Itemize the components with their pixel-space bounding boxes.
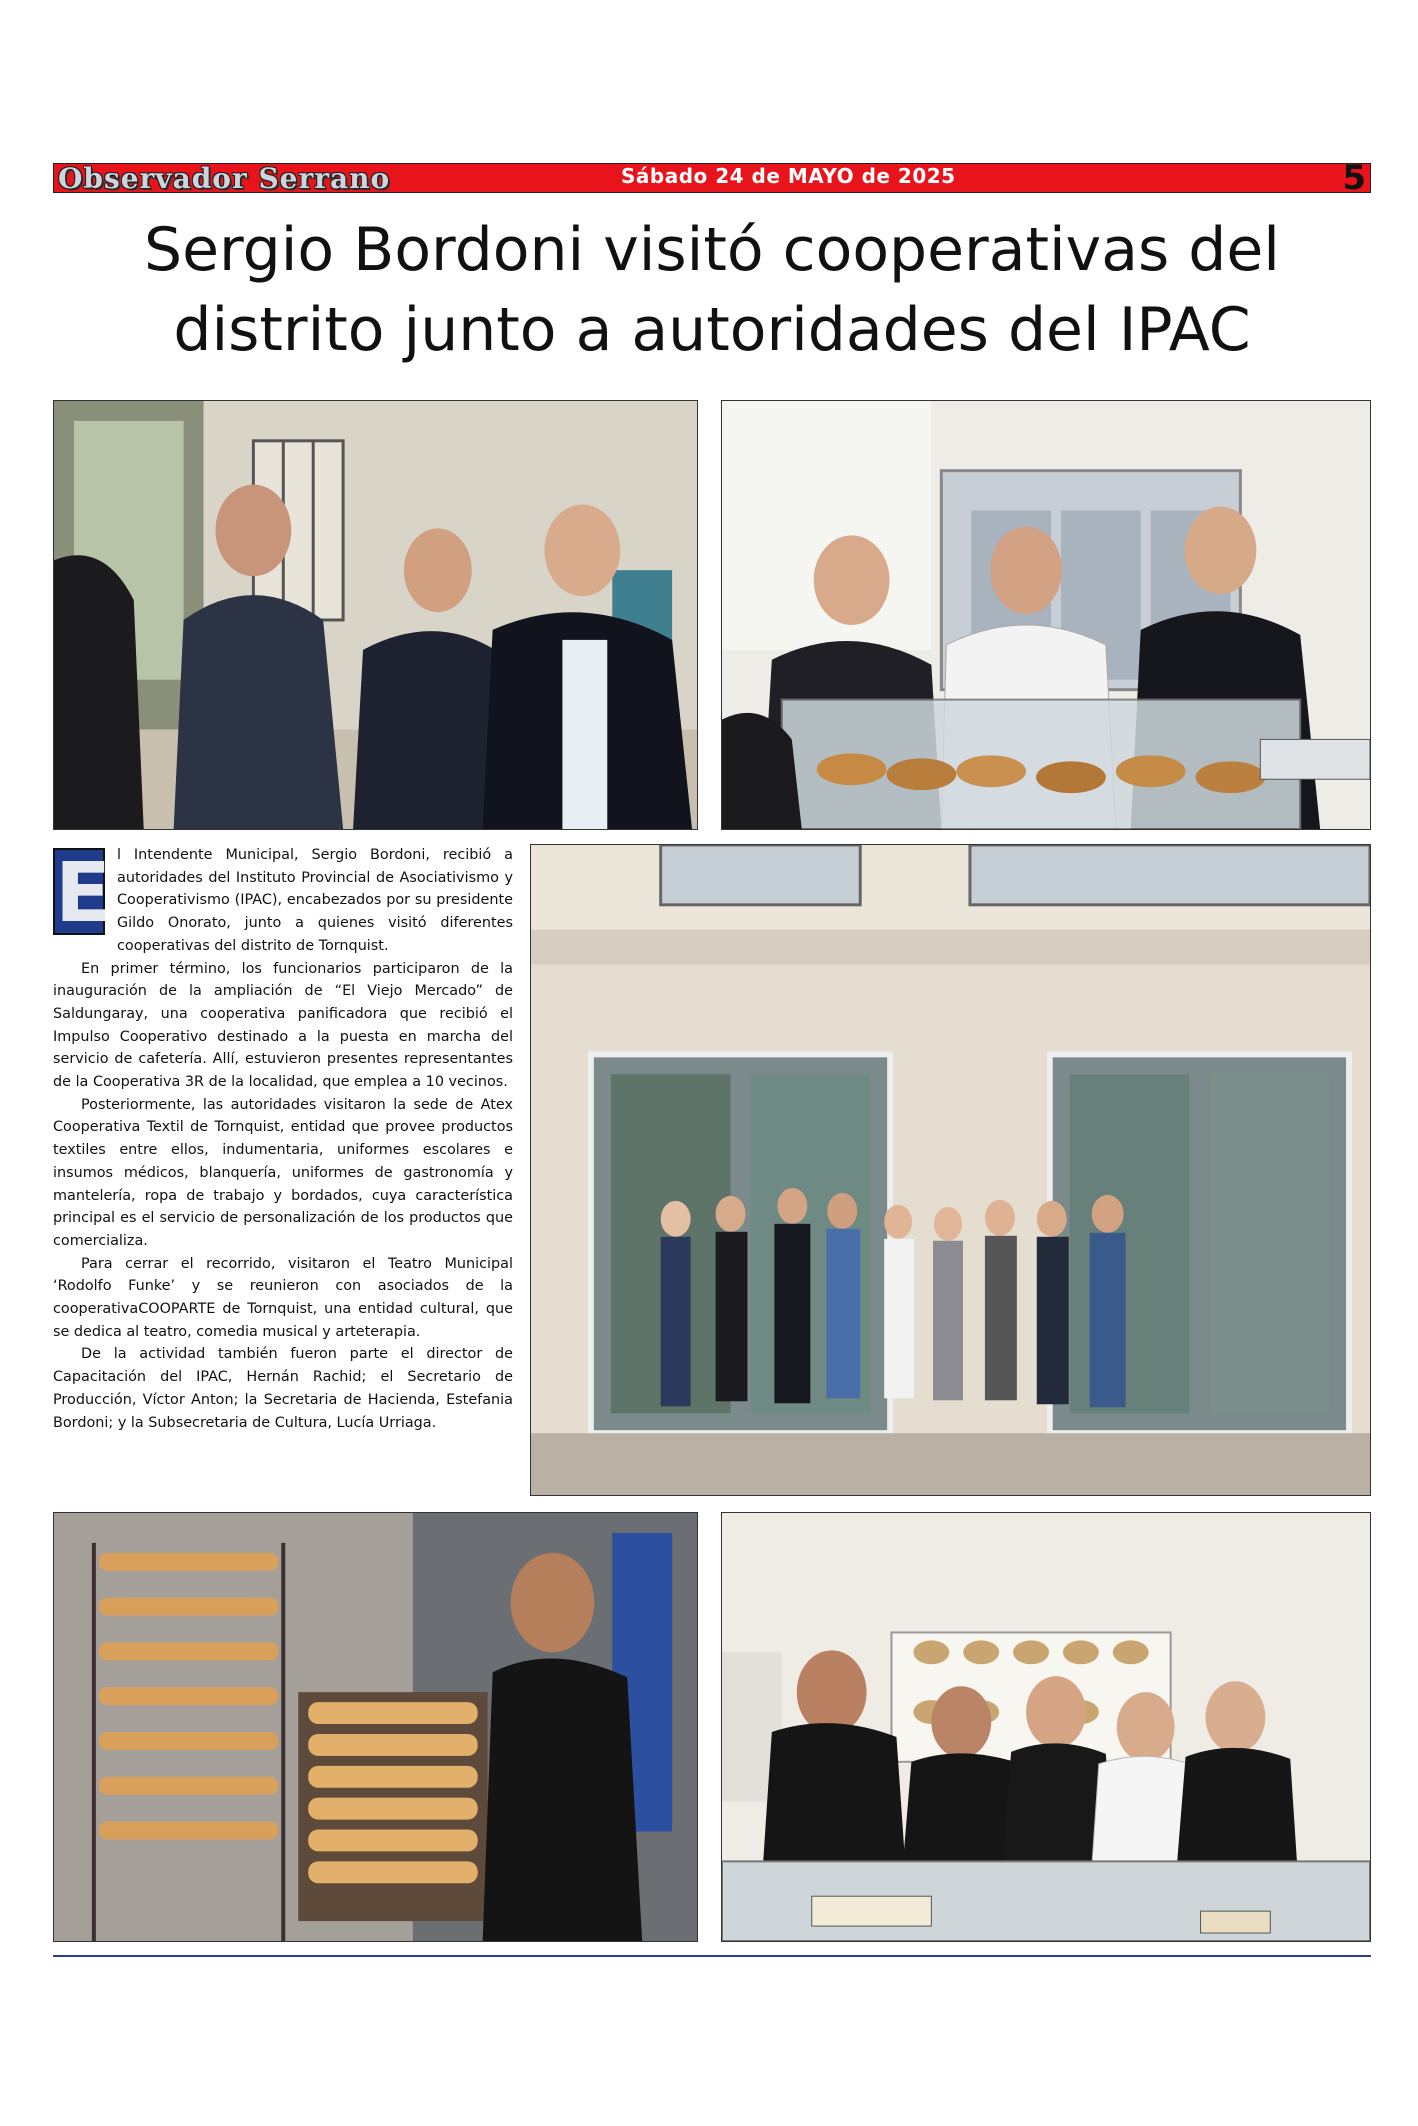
issue-date: Sábado 24 de MAYO de 2025 [621, 164, 956, 188]
article-paragraph-4: Para cerrar el recorrido, visitaron el Teatro Municipal ‘Rodolfo Funke’ y se reunieron con asociados de la cooperativaCOOPARTE de Tornquist, una entidad cultural, que se dedica al teatro, comedia musical y arteterapia. [53, 1255, 513, 1340]
photo-group-building-icon [531, 845, 1370, 1495]
drop-cap: E [55, 846, 112, 941]
newspaper-name: Observador Serrano [58, 162, 391, 195]
article-paragraph-1: l Intendente Municipal, Sergio Bordoni, recibió a autoridades del Instituto Provincial de Asociativismo y Cooperativismo (IPAC), encabezados por su presidente Gildo Onorato, junto a quienes visitó diferentes cooperativas del distrito de Tornquist. [117, 847, 513, 954]
photo-top-left [53, 400, 698, 830]
article-paragraph-3: Posteriormente, las autoridades visitaron la sede de Atex Cooperativa Textil de Tornquist, entidad que provee productos textiles entre ellos, indumentaria, uniformes escolares e insumos médicos, blanquería, uniformes de gastronomía y mantelería, ropa de trabajo y bordados, cuya característica principal es el servicio de personalización de los productos que comercializa. [53, 1096, 513, 1249]
photo-bakery-counter-icon [722, 401, 1370, 829]
photo-top-right [721, 400, 1371, 830]
photo-bread-trays-icon [54, 1513, 697, 1941]
photo-bottom-left [53, 1512, 698, 1942]
photo-middle-group [530, 844, 1371, 1496]
page-number: 5 [1342, 158, 1366, 198]
masthead-bar [53, 158, 1371, 198]
headline-line-2: distrito junto a autoridades del IPAC [173, 295, 1251, 365]
photo-men-talking-icon [54, 401, 697, 829]
photo-women-counter-icon [722, 1513, 1370, 1941]
footer-rule [53, 1955, 1371, 1957]
article-body [53, 844, 513, 1434]
photo-bottom-right [721, 1512, 1371, 1942]
headline-line-1: Sergio Bordoni visitó cooperativas del [144, 215, 1280, 285]
article-paragraph-5: De la actividad también fueron parte el director de Capacitación del IPAC, Hernán Rachid; el Secretario de Producción, Víctor Anton; la Secretaria de Hacienda, Estefania Bordoni; y la Subsecretaria de Cultura, Lucía Urriaga. [53, 1346, 513, 1431]
article-paragraph-2: En primer término, los funcionarios participaron de la inauguración de la ampliación de “El Viejo Mercado” de Saldungaray, una cooperativa panificadora que recibió el Impulso Cooperativo destinado a la puesta en marcha del servicio de cafetería. Allí, estuvieron presentes representantes de la Cooperativa 3R de la localidad, que emplea a 10 vecinos. [53, 960, 513, 1091]
article-headline [53, 210, 1371, 370]
